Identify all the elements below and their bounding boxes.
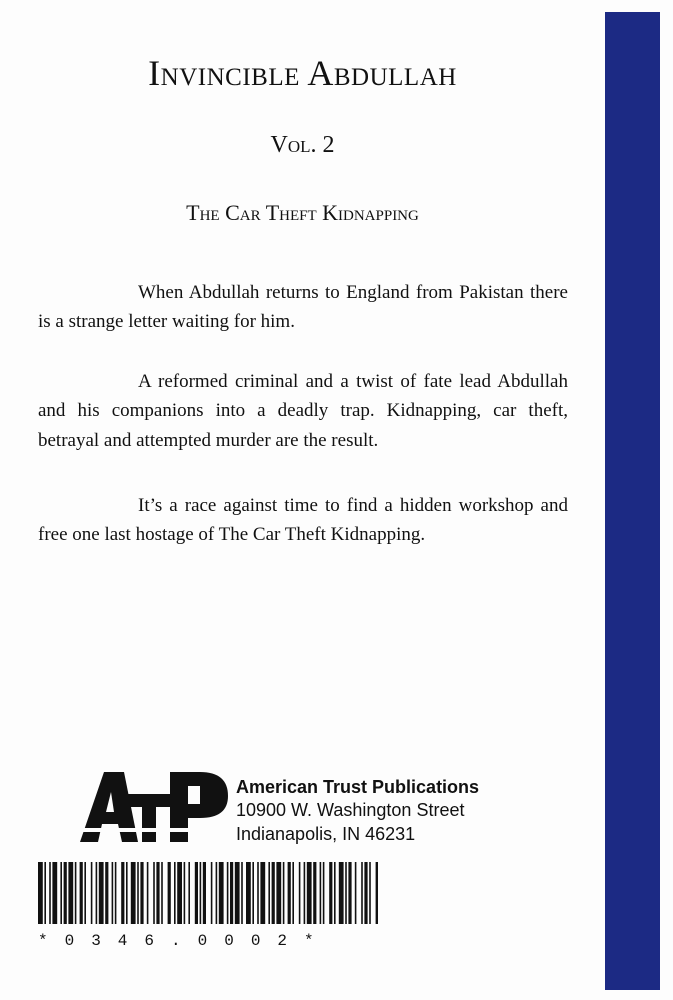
barcode-bar xyxy=(137,862,139,924)
publisher-logo xyxy=(80,772,228,842)
barcode-bar xyxy=(230,862,233,924)
barcode-bar xyxy=(334,862,336,924)
publisher-name: American Trust Publications xyxy=(236,777,480,797)
barcode-bar xyxy=(257,862,259,924)
publisher-address xyxy=(236,776,479,846)
barcode-bar xyxy=(91,862,93,924)
barcode-bar xyxy=(168,862,171,924)
barcode-bar xyxy=(64,862,67,924)
blurb-paragraph-3: It’s a race against time to find a hidden workshop and free one last hostage of The Car Theft Kidnapping. xyxy=(38,495,568,546)
barcode-bar xyxy=(292,862,294,924)
barcode-bar xyxy=(68,862,73,924)
barcode-bar xyxy=(200,862,202,924)
barcode-bar xyxy=(369,862,371,924)
barcode-bar xyxy=(260,862,265,924)
book-title: Invincible Abdullah xyxy=(148,53,457,93)
barcode-bar xyxy=(246,862,251,924)
barcode-bar xyxy=(84,862,86,924)
barcode-bar xyxy=(195,862,198,924)
barcode-bar xyxy=(115,862,117,924)
barcode-bar xyxy=(345,862,347,924)
barcode-bar xyxy=(121,862,124,924)
barcode-bar xyxy=(364,862,367,924)
barcode-bar xyxy=(241,862,243,924)
barcode-bar xyxy=(188,862,190,924)
barcode-bar xyxy=(52,862,57,924)
barcode-bar xyxy=(49,862,51,924)
barcode-bar xyxy=(174,862,176,924)
barcode-bar xyxy=(307,862,312,924)
barcode-bar xyxy=(361,862,363,924)
barcode-bar xyxy=(320,862,322,924)
barcode-bar xyxy=(177,862,182,924)
book-spine-stripe xyxy=(605,12,660,990)
barcode-bar xyxy=(304,862,306,924)
barcode-bar xyxy=(276,862,281,924)
barcode-bar xyxy=(288,862,291,924)
barcode-bar xyxy=(355,862,357,924)
barcode-bar xyxy=(153,862,155,924)
barcode-bar xyxy=(219,862,224,924)
barcode-bar xyxy=(126,862,128,924)
barcode-bar xyxy=(184,862,186,924)
blurb-paragraph-2: A reformed criminal and a twist of fate lead Abdullah and his companions into a deadly trap. Kidnapping, car theft, betrayal and attempted murder are the result. xyxy=(38,371,568,451)
barcode-bar xyxy=(131,862,136,924)
blurb-paragraph-1: When Abdullah returns to England from Pakistan there is a strange letter waiting for him. xyxy=(38,282,568,333)
barcode-bar xyxy=(376,862,378,924)
barcode-bar xyxy=(216,862,218,924)
barcode-number: *0346.0002* xyxy=(38,932,331,950)
publisher-street: 10900 W. Washington Street xyxy=(236,800,465,821)
barcode-bar xyxy=(283,862,285,924)
barcode-bar xyxy=(96,862,98,924)
barcode-bar xyxy=(268,862,270,924)
barcode-bar xyxy=(329,862,332,924)
barcode-bar xyxy=(272,862,275,924)
barcode-bar xyxy=(203,862,206,924)
barcode-bar xyxy=(348,862,351,924)
barcode-bar xyxy=(313,862,316,924)
barcode-bar xyxy=(227,862,229,924)
barcode-bar xyxy=(156,862,159,924)
barcode-bar xyxy=(80,862,83,924)
barcode-bar xyxy=(140,862,143,924)
barcode-bar xyxy=(252,862,254,924)
barcode-bar xyxy=(38,862,43,924)
barcode-bar xyxy=(105,862,108,924)
book-subtitle: The Car Theft Kidnapping xyxy=(186,200,419,225)
volume-label: Vol. 2 xyxy=(270,132,335,158)
barcode-bar xyxy=(112,862,114,924)
barcode-bar xyxy=(323,862,325,924)
barcode-bar xyxy=(44,862,46,924)
barcode-bar xyxy=(75,862,77,924)
barcode-bar xyxy=(147,862,149,924)
barcode-bar xyxy=(161,862,163,924)
barcode-bar xyxy=(235,862,240,924)
barcode-bar xyxy=(99,862,104,924)
barcode-bar xyxy=(339,862,344,924)
barcode-bar xyxy=(299,862,301,924)
barcode xyxy=(38,862,378,924)
publisher-city: Indianapolis, IN 46231 xyxy=(236,823,416,844)
barcode-bar xyxy=(211,862,213,924)
barcode-bar xyxy=(60,862,62,924)
